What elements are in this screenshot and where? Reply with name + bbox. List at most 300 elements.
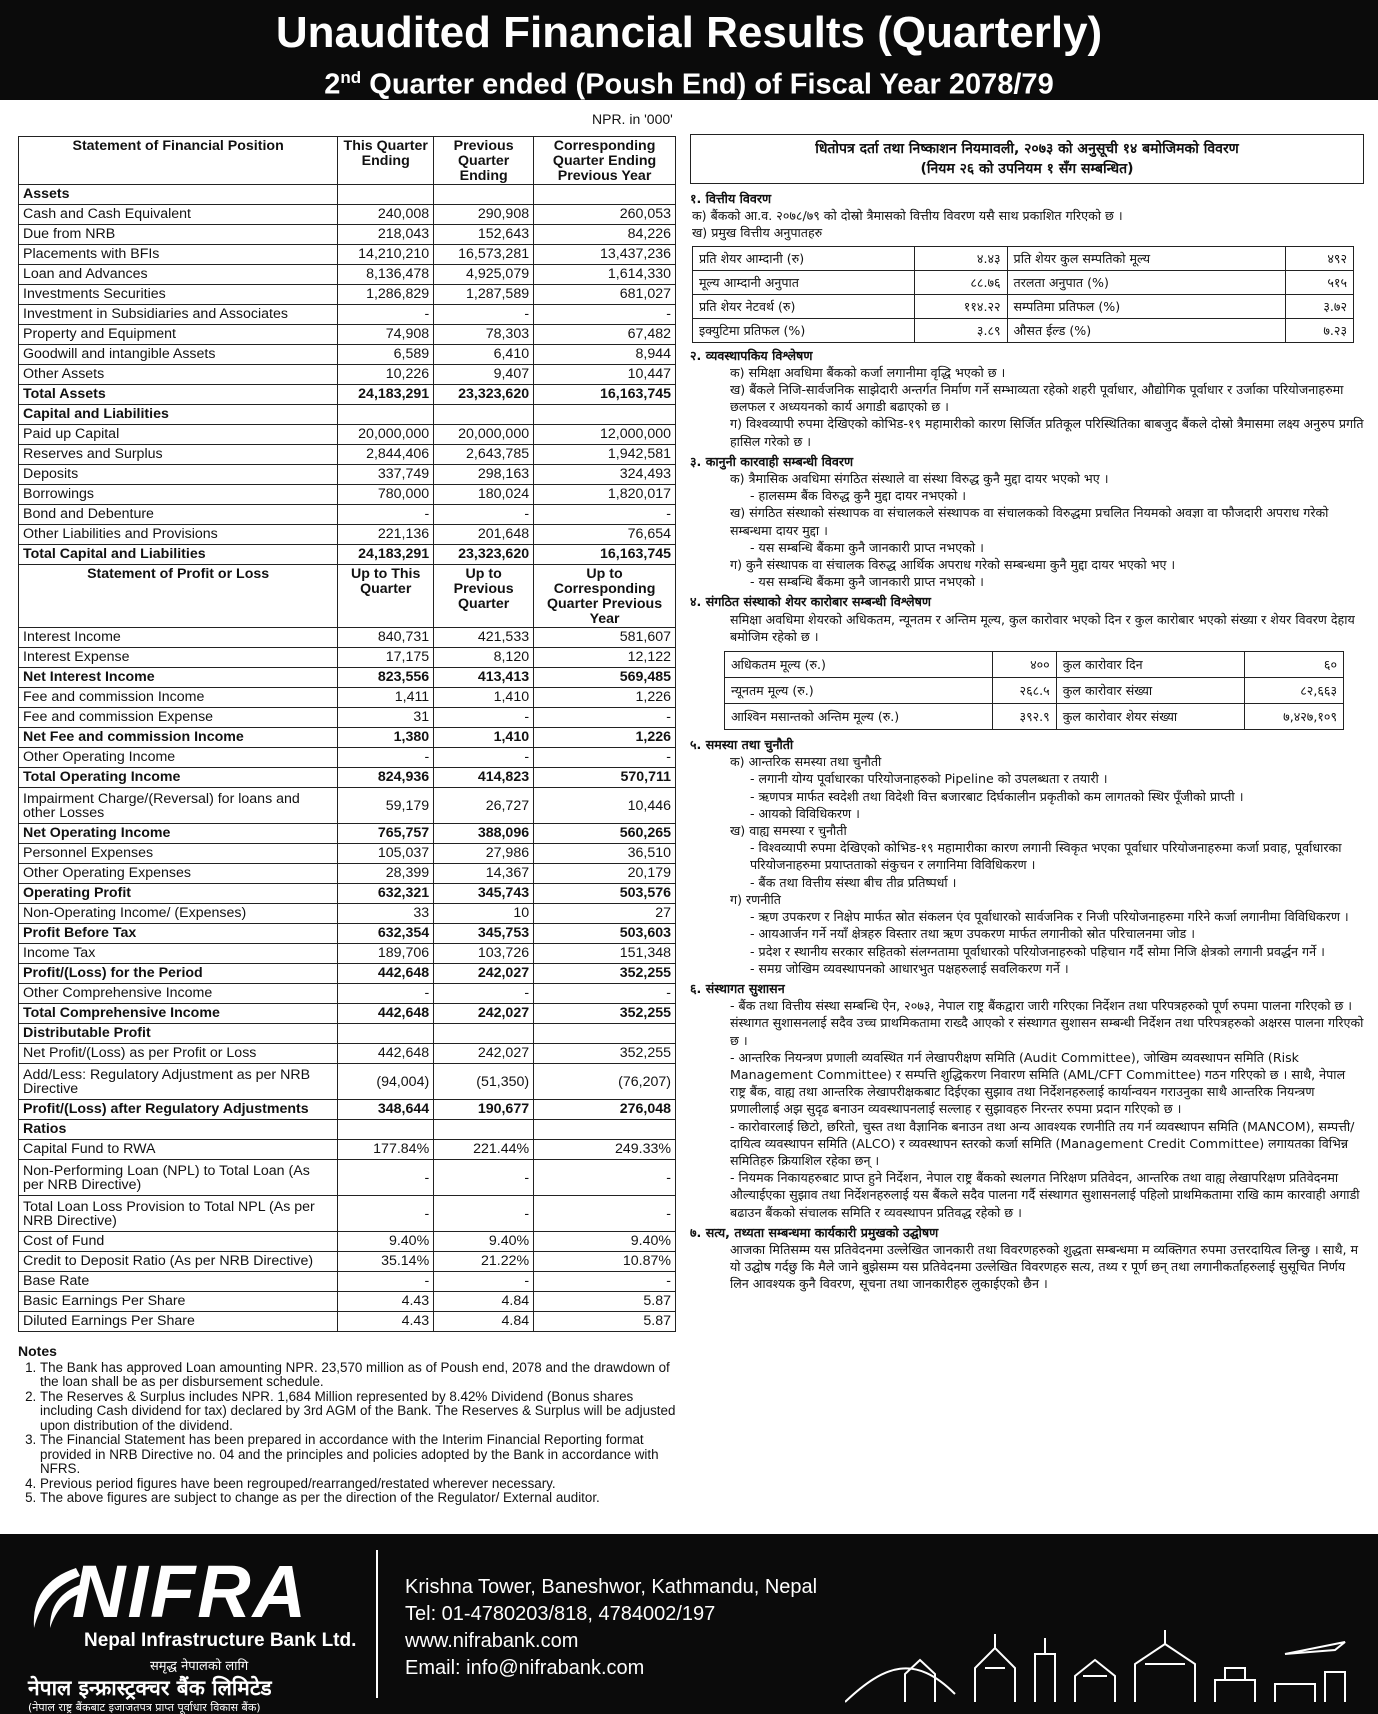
tagline: समृद्ध नेपालको लागि [150,1659,249,1674]
row-value: 14,367 [434,864,534,884]
row-value: 352,255 [534,1004,676,1024]
row-value: 352,255 [534,964,676,984]
row-value: - [534,1160,676,1196]
note-item: 3. The Financial Statement has been prepared in accordance with the Interim Financial Reporting format provided in NRB Directive no. 04 and the principles and policies adopted by the Bank in accordance with NFRS. [40,1433,678,1477]
row-value: - [534,748,676,768]
ratio-row [693,294,1354,318]
row-value: 36,510 [534,844,676,864]
table-row [19,285,676,305]
column-header: Statement of Profit or Loss [19,565,338,628]
share-row [725,652,1344,678]
row-value [534,1120,676,1140]
cell-label: प्रति शेयर नेटवर्थ (रु) [693,294,915,318]
table-row [19,325,676,345]
row-value: - [338,748,434,768]
note-item: 5. The above figures are subject to change as per the direction of the Regulator/ External auditor. [40,1491,678,1506]
row-value: 240,008 [338,205,434,225]
row-value: 10 [434,904,534,924]
row-label: Other Comprehensive Income [19,984,338,1004]
row-value: 823,556 [338,668,434,688]
table-row [19,864,676,884]
row-label: Total Comprehensive Income [19,1004,338,1024]
section-heading: ५. समस्या तथा चुनौती [690,737,794,753]
row-label: Bond and Debenture [19,505,338,525]
row-value: 4,925,079 [434,265,534,285]
row-value: 1,287,589 [434,285,534,305]
cell-value: ८८.७६ [914,270,1007,294]
table-row [19,1292,676,1312]
row-label: Fee and commission Income [19,688,338,708]
row-value: 180,024 [434,485,534,505]
row-label: Total Loan Loss Provision to Total NPL (As per NRB Directive) [19,1196,338,1232]
note-item: 2. The Reserves & Surplus includes NPR. 1,684 Million represented by 8.42% Dividend (Bonus shares including Cash dividend for tax) declared by 3rd AGM of the Bank. The Reserves & Surplus will be adjusted upon distribution of the dividend. [40,1390,678,1434]
table-row [19,205,676,225]
row-label: Interest Income [19,628,338,648]
section-text: ग) रणनीति [730,891,781,907]
row-value: 290,908 [434,205,534,225]
row-label: Property and Equipment [19,325,338,345]
row-value: 4.84 [434,1292,534,1312]
row-label: Other Assets [19,365,338,385]
row-value: 5.87 [534,1312,676,1332]
row-value: 337,749 [338,465,434,485]
row-value: 413,413 [434,668,534,688]
column-header: Statement of Financial Position [19,137,338,185]
table-row [19,405,676,425]
table-row [19,944,676,964]
section-text: - ऋणपत्र मार्फत स्वदेशी तथा विदेशी वित्त बजारबाट दिर्घकालीन प्रकृतीको कम लागतको स्थिर पूँजीको प्राप्ती । [750,788,1244,804]
row-value: 324,493 [534,465,676,485]
row-label: Net Interest Income [19,668,338,688]
cell-value: ७,४२७,१०९ [1245,704,1344,730]
row-value: 345,743 [434,884,534,904]
cell-value: २६८.५ [992,678,1056,704]
table-row [19,648,676,668]
table-row [19,824,676,844]
disclosure-subtitle: (नियम २६ को उपनियम १ सँग सम्बन्धित) [920,161,1134,177]
row-value: 151,348 [534,944,676,964]
table-row [19,545,676,565]
section-heading: ६. संस्थागत सुशासन [690,980,785,996]
row-value: 20,179 [534,864,676,884]
section-text: आजका मितिसम्म यस प्रतिवेदनमा उल्लेखित जानकारी तथा विवरणहरुको शुद्धता सम्बन्धमा म व्यक्तिगत रुपमा उत्तरदायित्व लिन्छु । साथै, म यो उद्घोष गर्दछु कि मैले जाने बुझेसम्म यस प्रतिवेदनमा उल्लेखित विवरणहरु सत्य, तथ्य र पूर्ण छन् तथा लगानीकर्ताहरुलाई सुसूचित निर्णय लिन आवश्यक कुनै विवरण, सूचना तथा जानकारीहरु लुकाईएको छैन । [730,1241,1359,1292]
row-value: 84,226 [534,225,676,245]
row-label: Deposits [19,465,338,485]
section-text: - विश्वव्यापी रुपमा देखिएको कोभिड-१९ महामारीका कारण लगानी स्विकृत भएका पूर्वाधार परियोजनाहरुमा कर्जा प्रवाह, पूर्वाधारका परियोजनाहरुमा प्रयाप्तताको संकुचन र लगानिमा विविधिकरण । [750,840,1342,873]
financial-ratio-table [692,246,1354,343]
row-value: 10.87% [534,1252,676,1272]
row-value: 28,399 [338,864,434,884]
website-link[interactable]: www.nifrabank.com [405,1630,579,1652]
cell-label: सम्पतिमा प्रतिफल (%) [1007,294,1285,318]
row-value: - [534,984,676,1004]
row-value: 765,757 [338,824,434,844]
address: Krishna Tower, Baneshwor, Kathmandu, Nepal [405,1576,818,1598]
column-header: Up to This Quarter [338,565,434,628]
row-label: Add/Less: Regulatory Adjustment as per NRB Directive [19,1064,338,1100]
row-value: - [534,1196,676,1232]
row-value: - [434,984,534,1004]
table-row [19,1272,676,1292]
row-value: 33 [338,904,434,924]
row-value: 24,183,291 [338,545,434,565]
row-value: 569,485 [534,668,676,688]
row-value [534,185,676,205]
row-value: 249.33% [534,1140,676,1160]
section-text: - नियमक निकायहरुबाट प्राप्त हुने निर्देशन, नेपाल राष्ट्र बैंकको स्थलगत निरिक्षण प्रतिवेदन, आन्तरिक तथा वाह्य लेखापरिक्षण प्रतिवेदनमा औल्याईएका सुझाव तथा निर्देशनहरुलाई यस बैंकले सदैव पालना गर्दै संस्थागत सुशासनलाई पहिलो प्राथमिकतामा राखि काम कारवाही अगाडी बढाउन बैंकको संचालक समिति र व्यवस्थापन प्रतिवद्ध रहेको छ । [730,1170,1360,1220]
footer-divider [376,1550,378,1698]
row-value: 4.43 [338,1312,434,1332]
cell-value: ६० [1245,652,1344,678]
section-text: - कारोवारलाई छिटो, छरितो, चुस्त तथा वैज्ञानिक बनाउन तथा अन्य आवश्यक रणनीति तय गर्न व्यवस्थापन समिति (MANCOM), सम्पत्ती/दायित्व व्यवस्थापन समिति (ALCO) र व्यवस्थापन स्तरको कर्जा समिति (Management Credit Committee) लगायतका विभिन्न समितिहरु क्रियाशिल रहेका छन् । [730,1118,1355,1168]
cell-label: कुल कारोवार संख्या [1056,678,1244,704]
section-text: समिक्षा अवधिमा शेयरको अधिकतम, न्यूनतम र अन्तिम मूल्य, कुल कारोवार भएको दिन र कुल कारोबार भएको संख्या र शेयर विवरण देहाय बमोजिम रहेको छ । [730,611,1355,644]
cell-value: ४९२ [1285,246,1353,270]
row-value: 780,000 [338,485,434,505]
row-label: Net Operating Income [19,824,338,844]
row-value: 218,043 [338,225,434,245]
row-label: Fee and commission Expense [19,708,338,728]
row-label: Loan and Advances [19,265,338,285]
row-label: Distributable Profit [19,1024,338,1044]
cell-label: कुल कारोवार शेयर संख्या [1056,704,1244,730]
table-row [19,708,676,728]
row-value: 9.40% [434,1232,534,1252]
disclosure-title-box [690,134,1364,184]
row-value: 23,323,620 [434,545,534,565]
section-text: क) समिक्षा अवधिमा बैंकको कर्जा लगानीमा वृद्धि भएको छ । [730,364,1006,380]
row-value: 21.22% [434,1252,534,1272]
row-value: 8,944 [534,345,676,365]
row-label: Assets [19,185,338,205]
note-item: 4. Previous period figures have been regrouped/rearranged/restated wherever necessary. [40,1477,678,1492]
notes-section [18,1344,678,1506]
row-value: 9.40% [338,1232,434,1252]
table-row [19,245,676,265]
email-link[interactable]: Email: info@nifrabank.com [405,1657,645,1679]
row-label: Non-Operating Income/ (Expenses) [19,904,338,924]
note-item: 1. The Bank has approved Loan amounting NPR. 23,570 million as of Poush end, 2078 and the drawdown of the loan shall be as per disbursement schedule. [40,1361,678,1390]
row-value: (94,004) [338,1064,434,1100]
table-row [19,445,676,465]
section-text: क) बैंकको आ.व. २०७८/७९ को दोस्रो त्रैमासको वित्तीय विवरण यसै साथ प्रकाशित गरिएको छ । [692,208,1123,224]
disclosure-panel [690,134,1364,1293]
row-value: 632,321 [338,884,434,904]
section-text: ख) प्रमुख वित्तीय अनुपातहरु [692,225,823,241]
row-value: 27 [534,904,676,924]
row-value [434,1024,534,1044]
row-value: 24,183,291 [338,385,434,405]
row-value: 12,122 [534,648,676,668]
row-label: Net Profit/(Loss) as per Profit or Loss [19,1044,338,1064]
row-value: 242,027 [434,964,534,984]
section-heading: ४. संगठित संस्थाको शेयर कारोबार सम्बन्धी विश्लेषण [690,594,932,610]
table-row [19,305,676,325]
row-value: 4.43 [338,1292,434,1312]
row-value: 8,120 [434,648,534,668]
row-label: Ratios [19,1120,338,1140]
row-value: 4.84 [434,1312,534,1332]
row-value: 31 [338,708,434,728]
table-row [19,1160,676,1196]
row-value: 10,446 [534,788,676,824]
section-text: - ऋण उपकरण र निक्षेप मार्फत स्रोत संकलन एंव पूर्वाधारको सार्वजनिक र निजी परियोजनाहरुमा गरिने कर्जा लगानीमा विविधिकरण । [750,909,1349,925]
row-value: 2,643,785 [434,445,534,465]
cell-value: ४०० [992,652,1056,678]
row-value [338,185,434,205]
cell-value: ५१५ [1285,270,1353,294]
row-value: 17,175 [338,648,434,668]
column-header: Previous Quarter Ending [434,137,534,185]
column-header: Up to Previous Quarter [434,565,534,628]
cell-label: इक्युटिमा प्रतिफल (%) [693,318,915,342]
cell-label: मूल्य आम्दानी अनुपात [693,270,915,294]
row-value: 388,096 [434,824,534,844]
share-trading-table [724,651,1344,730]
table-row [19,844,676,864]
row-label: Other Operating Income [19,748,338,768]
section-text: - यस सम्बन्धि बैंकमा कुनै जानकारी प्राप्त नभएको । [750,539,984,555]
row-label: Interest Expense [19,648,338,668]
row-value: 5.87 [534,1292,676,1312]
table-row [19,1232,676,1252]
cell-label: न्यूनतम मूल्य (रु.) [725,678,993,704]
row-value: 16,573,281 [434,245,534,265]
row-label: Diluted Earnings Per Share [19,1312,338,1332]
section-text: ख) बैंकले निजि-सार्वजनिक साझेदारी अन्तर्गत निर्माण गर्ने सम्भाव्यता रहेको शहरी पूर्वाधार, औद्योगिक पूर्वाधार र उर्जाका परियोजनाहरुमा छलफल र अध्ययनको कार्य अगाडी बढाएको छ । [730,382,1344,415]
row-value: 190,677 [434,1100,534,1120]
row-label: Paid up Capital [19,425,338,445]
table-row [19,485,676,505]
cell-value: ३.८९ [914,318,1007,342]
section-text: - प्रदेश र स्थानीय सरकार सहितको संलग्नतामा पूर्वाधारको परियोजनाहरुको पहिचान गर्दै सोमा निजि क्षेत्रको लगानी प्रवर्द्धन गर्ने । [750,943,1325,959]
row-label: Net Fee and commission Income [19,728,338,748]
row-value: 581,607 [534,628,676,648]
row-label: Goodwill and intangible Assets [19,345,338,365]
section-text: - आयआर्जन गर्ने नयाँ क्षेत्रहरु विस्तार तथा ऋण उपकरण मार्फत लगानीको स्रोत परिचालनमा जोड । [750,926,1195,942]
row-label: Cost of Fund [19,1232,338,1252]
row-value: 560,265 [534,824,676,844]
row-value: (76,207) [534,1064,676,1100]
row-value: 35.14% [338,1252,434,1272]
cell-label: अधिकतम मूल्य (रु.) [725,652,993,678]
logo-wordmark: NIFRA [72,1550,309,1633]
table-row [19,1044,676,1064]
table-row [19,465,676,485]
row-value: 421,533 [434,628,534,648]
row-value: 1,380 [338,728,434,748]
table-row [19,1312,676,1332]
row-value: 570,711 [534,768,676,788]
row-value: 201,648 [434,525,534,545]
section-text: - यस सम्बन्धि बैंकमा कुनै जानकारी प्राप्त नभएको । [750,574,984,590]
table-row [19,185,676,205]
row-value: - [434,1196,534,1232]
row-value [434,405,534,425]
row-value: 1,410 [434,688,534,708]
table-header-row [19,137,676,185]
bank-license-note: (नेपाल राष्ट्र बैंकबाट इजाजतपत्र प्राप्त पूर्वाधार विकास बैंक) [28,1701,261,1714]
row-value: 1,286,829 [338,285,434,305]
row-value: 78,303 [434,325,534,345]
row-value [338,405,434,425]
row-value: - [338,984,434,1004]
row-value: 105,037 [338,844,434,864]
row-value: 242,027 [434,1044,534,1064]
row-value: 74,908 [338,325,434,345]
section-text: - आन्तरिक नियन्त्रण प्रणाली व्यवस्थित गर्न लेखापरीक्षण समिति (Audit Committee), जोखिम व्यवस्थापन समिति (Risk Management Committee) र सम्पत्ति शुद्धिकरण निवारण समिति (AML/CFT Committee) गठन गरिएको छ । साथै, नेपाल राष्ट्र बैंक, वाह्य तथा आन्तरिक लेखापरीक्षकबाट दिईएका सुझाव तथा निर्देशनहरुलाई कार्यान्वयन गराउनुका साथै आन्तरिक नियन्त्रण प्रणालीलाई अझ सुदृढ बनाउन व्यवस्थापनलाई सल्लाह र सुझावहरु निरन्तर रुपमा प्रदान गरिएको छ । [730,1049,1346,1117]
section-text: क) त्रैमासिक अवधिमा संगठित संस्थाले वा संस्था विरुद्ध कुनै मुद्दा दायर भएको भए । [730,471,1109,487]
row-value: 26,727 [434,788,534,824]
table-row [19,668,676,688]
row-label: Borrowings [19,485,338,505]
row-value: 67,482 [534,325,676,345]
row-label: Impairment Charge/(Reversal) for loans and other Losses [19,788,338,824]
column-header: Up to Corresponding Quarter Previous Year [534,565,676,628]
row-value: - [434,1160,534,1196]
row-value: 20,000,000 [434,425,534,445]
row-value: 9,407 [434,365,534,385]
row-label: Investment in Subsidiaries and Associates [19,305,338,325]
disclosure-title: धितोपत्र दर्ता तथा निष्काशन नियमावली, २०७३ को अनुसूची १४ बमोजिमको विवरण [815,141,1239,157]
skyline-illustration [845,1624,1365,1704]
row-value: - [434,748,534,768]
financial-table [18,136,676,1332]
table-row [19,345,676,365]
table-header-row [19,565,676,628]
row-label: Other Liabilities and Provisions [19,525,338,545]
row-value: 824,936 [338,768,434,788]
row-value: - [338,305,434,325]
table-row [19,904,676,924]
row-value: 348,644 [338,1100,434,1120]
share-row [725,704,1344,730]
row-label: Profit Before Tax [19,924,338,944]
table-row [19,365,676,385]
table-row [19,1004,676,1024]
row-value: 189,706 [338,944,434,964]
row-value: 59,179 [338,788,434,824]
row-value: 840,731 [338,628,434,648]
row-value: - [534,505,676,525]
table-row [19,505,676,525]
row-label: Credit to Deposit Ratio (As per NRB Directive) [19,1252,338,1272]
row-value: 6,410 [434,345,534,365]
cell-value: ३.७२ [1285,294,1353,318]
table-row [19,1100,676,1120]
table-row [19,924,676,944]
page-title: Unaudited Financial Results (Quarterly) [275,8,1103,57]
cell-value: ४.४३ [914,246,1007,270]
row-label: Profit/(Loss) for the Period [19,964,338,984]
row-value: 345,753 [434,924,534,944]
row-value [434,1120,534,1140]
notes-title: Notes [18,1343,57,1359]
share-row [725,678,1344,704]
row-value: 2,844,406 [338,445,434,465]
section-text: - आयको विविधिकरण । [750,805,860,821]
table-row [19,1024,676,1044]
section-heading: १. वित्तीय विवरण [690,191,772,206]
table-row [19,225,676,245]
row-value [338,1024,434,1044]
row-value: - [434,1272,534,1292]
section-text: - बैंक तथा वित्तीय संस्था बीच तीव्र प्रतिष्पर्धा । [750,874,957,890]
row-value: - [534,708,676,728]
page-header [0,0,1378,100]
cell-value: ७.२३ [1285,318,1353,342]
row-value: 1,614,330 [534,265,676,285]
row-value: 352,255 [534,1044,676,1064]
row-label: Capital Fund to RWA [19,1140,338,1160]
row-label: Other Operating Expenses [19,864,338,884]
row-value: 221,136 [338,525,434,545]
table-row [19,425,676,445]
row-value: 6,589 [338,345,434,365]
table-row [19,748,676,768]
row-value: 12,000,000 [534,425,676,445]
table-row [19,884,676,904]
section-text: - समग्र जोखिम व्यवस्थापनको आधारभुत पक्षहरुलाई सवलिकरण गर्ने । [750,960,1069,976]
section-heading: ३. कानुनी कारवाही सम्बन्धी विवरण [690,453,854,469]
row-value: - [338,1196,434,1232]
row-value: 276,048 [534,1100,676,1120]
row-value: 503,576 [534,884,676,904]
table-row [19,1140,676,1160]
row-value: 1,942,581 [534,445,676,465]
row-value: - [338,1160,434,1196]
currency-unit: NPR. in '000' [592,111,673,127]
table-row [19,628,676,648]
row-value: 76,654 [534,525,676,545]
row-value: 8,136,478 [338,265,434,285]
row-label: Personnel Expenses [19,844,338,864]
row-value: 27,986 [434,844,534,864]
table-row [19,265,676,285]
section-text: ग) विश्वव्यापी रुपमा देखिएको कोभिड-१९ महामारीको कारण सिर्जित प्रतिकूल परिस्थितिका बाबजुद बैंकले दोस्रो त्रैमासमा लक्ष्य अनुरुप प्रगति हासिल गरेको छ । [730,416,1364,449]
row-value: 242,027 [434,1004,534,1024]
column-header: This Quarter Ending [338,137,434,185]
table-row [19,385,676,405]
cell-value: ८२,६६३ [1245,678,1344,704]
row-label: Reserves and Surplus [19,445,338,465]
row-value: 1,820,017 [534,485,676,505]
cell-label: प्रति शेयर कुल सम्पतिको मूल्य [1007,246,1285,270]
column-header: Corresponding Quarter Ending Previous Year [534,137,676,185]
row-value: - [534,305,676,325]
row-value [434,185,534,205]
row-value: (51,350) [434,1064,534,1100]
footer [0,1534,1378,1714]
row-value: 442,648 [338,964,434,984]
section-text: ख) संगठित संस्थाको संस्थापक वा संचालकले संस्थापक वा संचालकको विरुद्धमा प्रचलित नियमको अवज्ञा वा फौजदारी अपराध गरेको सम्बन्धमा दायर मुद्दा । [730,505,1329,538]
row-value [338,1120,434,1140]
table-row [19,1064,676,1100]
notes-list [18,1361,678,1506]
row-label: Profit/(Loss) after Regulatory Adjustments [19,1100,338,1120]
row-value: 10,447 [534,365,676,385]
row-value: 177.84% [338,1140,434,1160]
table-row [19,788,676,824]
row-label: Cash and Cash Equivalent [19,205,338,225]
table-row [19,984,676,1004]
bank-name-nepali: नेपाल इन्फ्रास्ट्रक्चर बैंक लिमिटेड [28,1676,272,1700]
row-label: Total Operating Income [19,768,338,788]
row-value [534,405,676,425]
row-value: 632,354 [338,924,434,944]
row-label: Non-Performing Loan (NPL) to Total Loan (As per NRB Directive) [19,1160,338,1196]
row-value: - [338,505,434,525]
